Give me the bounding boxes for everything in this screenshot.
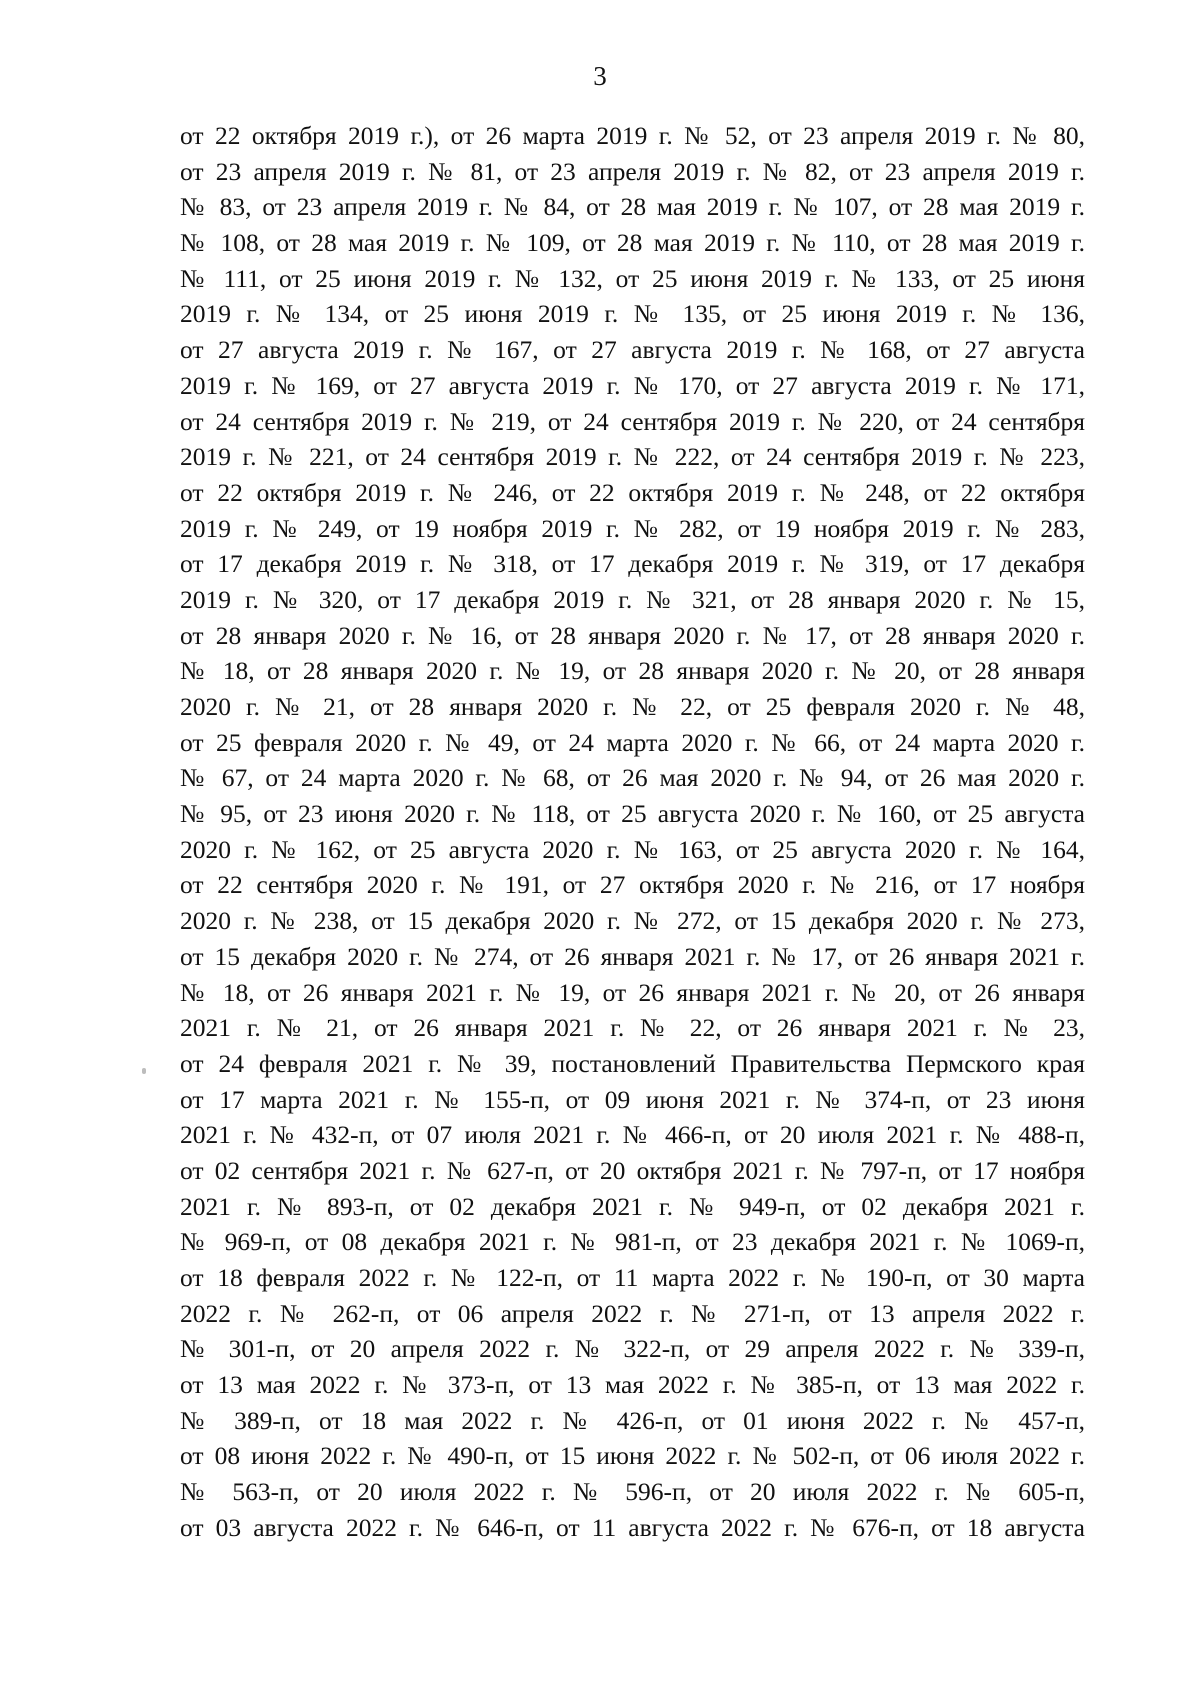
margin-speck (142, 1068, 146, 1074)
text-line: от 27 августа 2019 г. № 167, от 27 августа 2019 г. № 168, от 27 августа (180, 335, 1085, 365)
text-line: 2019 г. № 134, от 25 июня 2019 г. № 135, от 25 июня 2019 г. № 136, (180, 299, 1085, 329)
text-line: от 02 сентября 2021 г. № 627-п, от 20 октября 2021 г. № 797-п, от 17 ноября (180, 1155, 1085, 1185)
text-line: 2020 г. № 21, от 28 января 2020 г. № 22, от 25 февраля 2020 г. № 48, (180, 692, 1085, 721)
text-line: от 23 апреля 2019 г. № 81, от 23 апреля 2019 г. № 82, от 23 апреля 2019 г. (180, 156, 1085, 186)
text-line: № 67, от 24 марта 2020 г. № 68, от 26 мая 2020 г. № 94, от 26 мая 2020 г. (180, 763, 1085, 793)
text-line: 2019 г. № 221, от 24 сентября 2019 г. № 222, от 24 сентября 2019 г. № 223, (180, 442, 1085, 472)
text-line: от 24 сентября 2019 г. № 219, от 24 сентября 2019 г. № 220, от 24 сентября (180, 406, 1085, 436)
text-line: 2021 г. № 21, от 26 января 2021 г. № 22, от 26 января 2021 г. № 23, (180, 1013, 1085, 1043)
text-line: 2020 г. № 238, от 15 декабря 2020 г. № 272, от 15 декабря 2020 г. № 273, (180, 906, 1085, 936)
text-line: № 108, от 28 мая 2019 г. № 109, от 28 мая 2019 г. № 110, от 28 мая 2019 г. (180, 228, 1085, 258)
text-line: № 969-п, от 08 декабря 2021 г. № 981-п, от 23 декабря 2021 г. № 1069-п, (180, 1227, 1085, 1257)
text-line: № 111, от 25 июня 2019 г. № 132, от 25 июня 2019 г. № 133, от 25 июня (180, 263, 1085, 293)
page-number: 3 (593, 61, 607, 91)
text-line: от 17 декабря 2019 г. № 318, от 17 декабря 2019 г. № 319, от 17 декабря (180, 549, 1085, 579)
text-line: от 24 февраля 2021 г. № 39, постановлений Правительства Пермского края (180, 1048, 1085, 1078)
text-line: 2019 г. № 320, от 17 декабря 2019 г. № 321, от 28 января 2020 г. № 15, (180, 584, 1085, 614)
text-line: от 22 октября 2019 г. № 246, от 22 октября 2019 г. № 248, от 22 октября (180, 477, 1085, 507)
text-line: 2019 г. № 169, от 27 августа 2019 г. № 170, от 27 августа 2019 г. № 171, (180, 370, 1085, 400)
body-text (180, 118, 1085, 1546)
text-line: 2019 г. № 249, от 19 ноября 2019 г. № 282, от 19 ноября 2019 г. № 283, (180, 513, 1085, 543)
text-line: № 18, от 28 января 2020 г. № 19, от 28 января 2020 г. № 20, от 28 января (180, 656, 1085, 686)
text-line: от 17 марта 2021 г. № 155-п, от 09 июня 2021 г. № 374-п, от 23 июня (180, 1084, 1085, 1114)
text-line: 2021 г. № 893-п, от 02 декабря 2021 г. № 949-п, от 02 декабря 2021 г. (180, 1191, 1085, 1221)
text-line: от 25 февраля 2020 г. № 49, от 24 марта 2020 г. № 66, от 24 марта 2020 г. (180, 727, 1085, 757)
text-line: от 28 января 2020 г. № 16, от 28 января 2020 г. № 17, от 28 января 2020 г. (180, 620, 1085, 650)
text-line: № 18, от 26 января 2021 г. № 19, от 26 января 2021 г. № 20, от 26 января (180, 977, 1085, 1007)
text-line: № 563-п, от 20 июля 2022 г. № 596-п, от 20 июля 2022 г. № 605-п, (180, 1477, 1085, 1507)
text-line: № 95, от 23 июня 2020 г. № 118, от 25 августа 2020 г. № 160, от 25 августа (180, 799, 1085, 829)
text-line: от 08 июня 2022 г. № 490-п, от 15 июня 2022 г. № 502-п, от 06 июля 2022 г. (180, 1441, 1085, 1471)
text-line: от 13 мая 2022 г. № 373-п, от 13 мая 2022 г. № 385-п, от 13 мая 2022 г. (180, 1370, 1085, 1400)
text-line: от 22 сентября 2020 г. № 191, от 27 октября 2020 г. № 216, от 17 ноября (180, 870, 1085, 900)
text-line: от 18 февраля 2022 г. № 122-п, от 11 марта 2022 г. № 190-п, от 30 марта (180, 1263, 1085, 1292)
text-line: 2021 г. № 432-п, от 07 июля 2021 г. № 466-п, от 20 июля 2021 г. № 488-п, (180, 1120, 1085, 1150)
text-line: от 03 августа 2022 г. № 646-п, от 11 августа 2022 г. № 676-п, от 18 августа (180, 1512, 1085, 1542)
text-line: № 83, от 23 апреля 2019 г. № 84, от 28 мая 2019 г. № 107, от 28 мая 2019 г. (180, 192, 1085, 222)
text-line: от 15 декабря 2020 г. № 274, от 26 января 2021 г. № 17, от 26 января 2021 г. (180, 941, 1085, 971)
text-line: № 301-п, от 20 апреля 2022 г. № 322-п, от 29 апреля 2022 г. № 339-п, (180, 1334, 1085, 1364)
text-line: № 389-п, от 18 мая 2022 г. № 426-п, от 01 июня 2022 г. № 457-п, (180, 1405, 1085, 1435)
text-line: от 22 октября 2019 г.), от 26 марта 2019 г. № 52, от 23 апреля 2019 г. № 80, (180, 121, 1085, 150)
text-line: 2020 г. № 162, от 25 августа 2020 г. № 163, от 25 августа 2020 г. № 164, (180, 834, 1085, 864)
text-line: 2022 г. № 262-п, от 06 апреля 2022 г. № 271-п, от 13 апреля 2022 г. (180, 1298, 1085, 1328)
